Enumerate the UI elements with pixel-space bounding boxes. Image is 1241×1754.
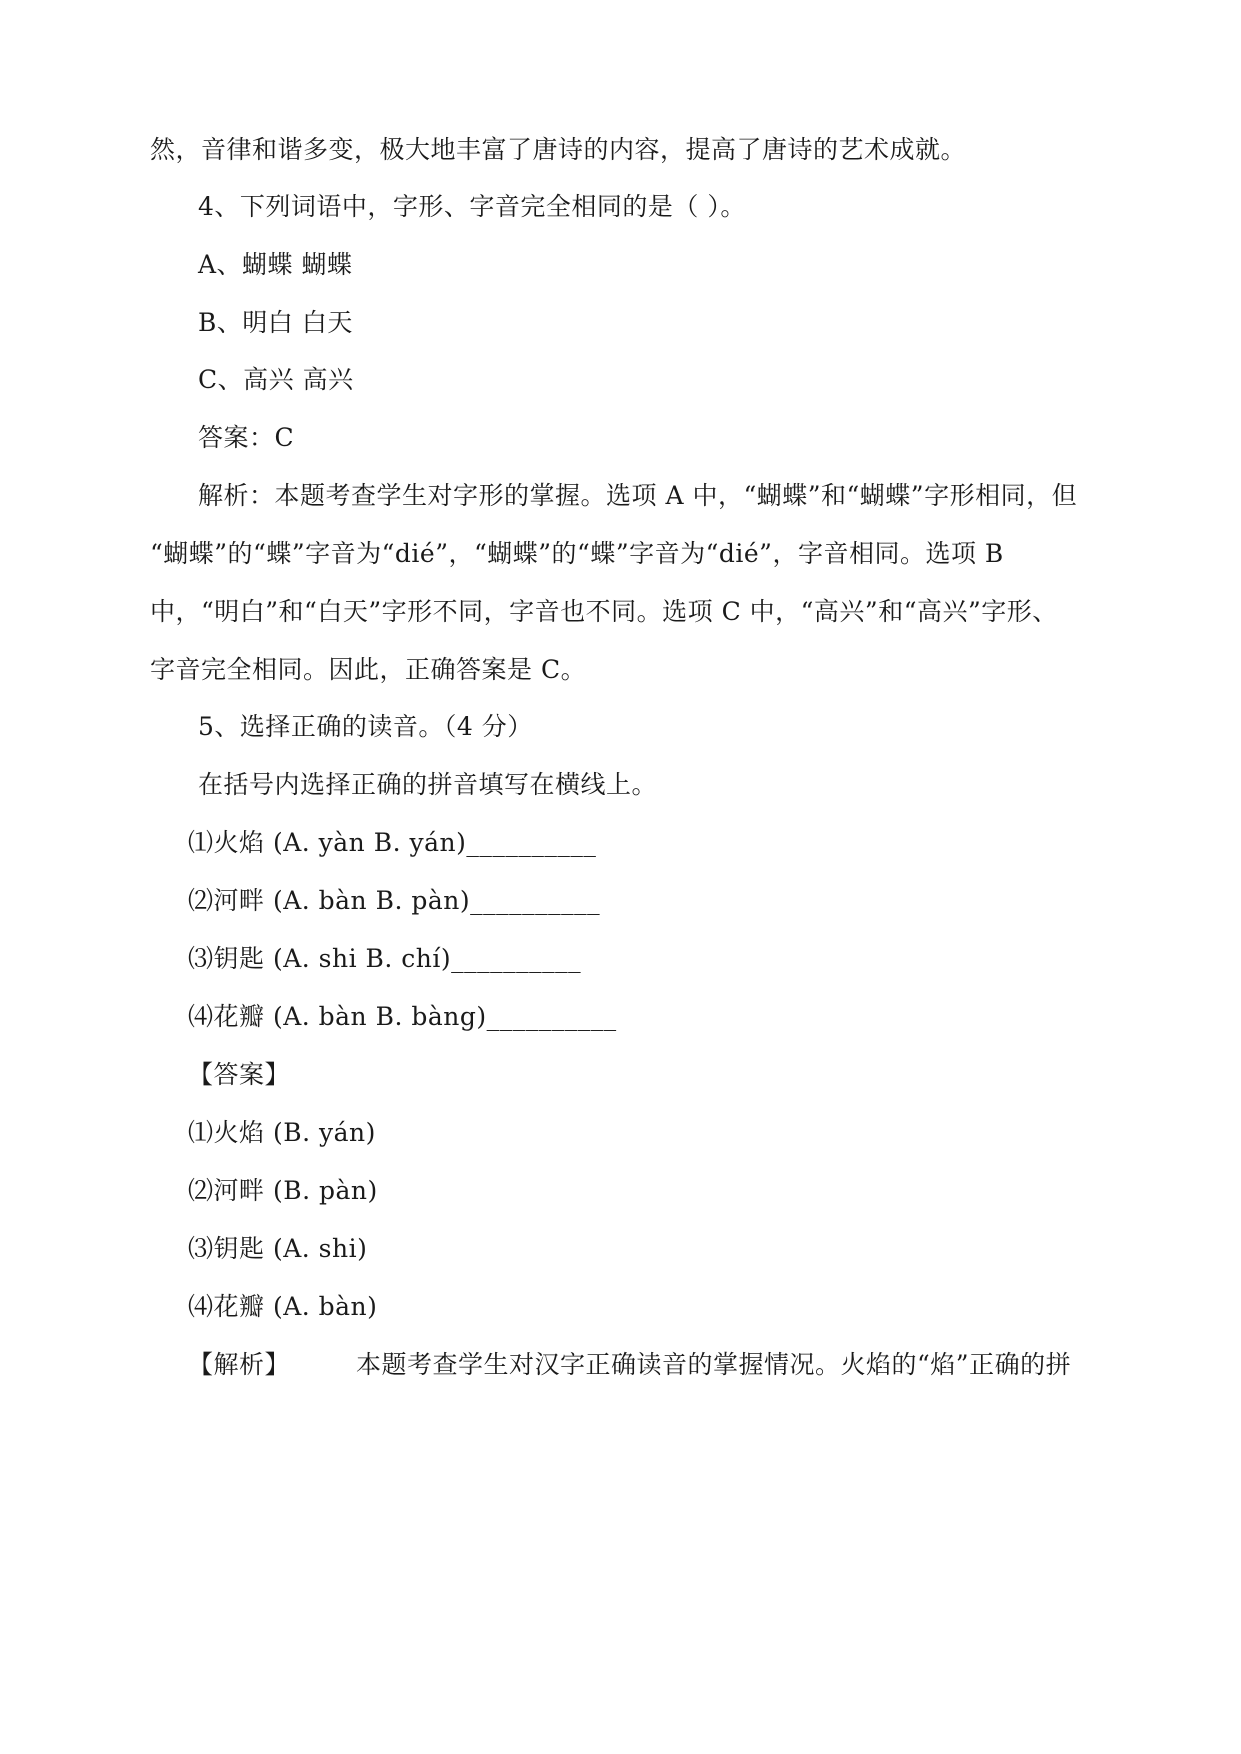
continuation-paragraph: 然，音律和谐多变，极大地丰富了唐诗的内容，提高了唐诗的艺术成就。 <box>150 135 967 164</box>
answer-item: ⑴火焰 (B. yán) <box>188 1118 376 1147</box>
question-4-answer: 答案：C <box>198 423 295 452</box>
question-4-option-c: C、高兴 高兴 <box>198 365 354 394</box>
question-4-analysis-line: 字音完全相同。因此，正确答案是 C。 <box>150 655 587 684</box>
question-5-item: ⑵河畔 (A. bàn B. pàn)__________ <box>188 886 601 915</box>
question-4-stem: 4、下列词语中，字形、字音完全相同的是（ ）。 <box>198 192 746 221</box>
question-4-option-a: A、蝴蝶 蝴蝶 <box>198 250 353 279</box>
question-4-option-b: B、明白 白天 <box>198 308 353 337</box>
answer-item: ⑷花瓣 (A. bàn) <box>188 1292 378 1321</box>
question-5-stem: 5、选择正确的读音。（4 分） <box>198 712 533 741</box>
question-4-analysis-line: 解析：本题考查学生对字形的掌握。选项 A 中，“蝴蝶”和“蝴蝶”字形相同，但 <box>198 481 1078 510</box>
question-5-item: ⑶钥匙 (A. shi B. chí)__________ <box>188 944 582 973</box>
answer-item: ⑵河畔 (B. pàn) <box>188 1176 378 1205</box>
question-5-item: ⑴火焰 (A. yàn B. yán)__________ <box>188 828 597 857</box>
question-4-analysis-line: “蝴蝶”的“蝶”字音为“dié”，“蝴蝶”的“蝶”字音为“dié”，字音相同。选项 B <box>150 539 1004 568</box>
answer-heading: 【答案】 <box>188 1060 291 1089</box>
analysis-heading: 【解析】 <box>188 1350 291 1379</box>
question-5-instruction: 在括号内选择正确的拼音填写在横线上。 <box>198 770 658 799</box>
answer-item: ⑶钥匙 (A. shi) <box>188 1234 368 1263</box>
question-4-analysis-line: 中，“明白”和“白天”字形不同，字音也不同。选项 C 中，“高兴”和“高兴”字形、 <box>150 597 1058 626</box>
analysis-text: 本题考查学生对汉字正确读音的掌握情况。火焰的“焰”正确的拼 <box>356 1350 1072 1379</box>
question-5-item: ⑷花瓣 (A. bàn B. bàng)__________ <box>188 1002 617 1031</box>
